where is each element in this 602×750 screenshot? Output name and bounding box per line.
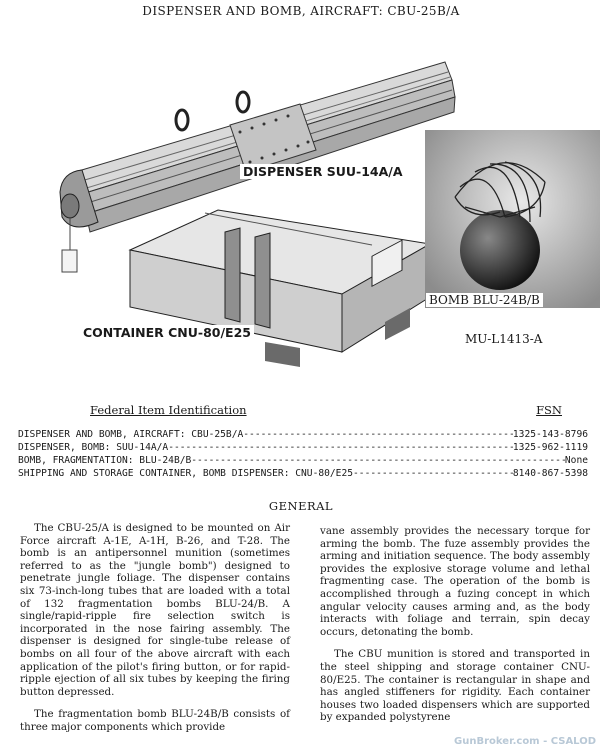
bomb-photo [425, 130, 600, 308]
item-row [18, 428, 588, 441]
item-fsn: 8140-867-5398 [512, 468, 588, 479]
fsn-header: FSN [536, 403, 562, 417]
item-row [18, 454, 588, 467]
ordnance-figure [0, 22, 602, 397]
item-name: BOMB, FRAGMENTATION: BLU-24B/B [18, 455, 192, 466]
photo-id-label: MU-L1413-A [462, 332, 545, 346]
leader-dots [191, 454, 565, 467]
general-paragraph: The CBU-25/A is designed to be mounted on Air Force aircraft A-1E, A-1H, B-26, and T-28. The bomb is an antipersonnel munition (sometimes referred to as the "jungle bomb") designed to penetrate jungle foliage. The dispenser contains six 73-inch-long tubes that are loaded with a total of 132 fragmentation bombs BLU-24/B. A single/rapid-ripple fire selection switch is incorporated in the nose fairing assembly. The dispenser is designed for single-tube release of bombs on all four of the above aircraft with each application of the pilot's firing button, or for rapid-ripple ejection of all six tubes by keeping the firing button depressed. [20, 522, 290, 698]
general-paragraph: The CBU munition is stored and transported in the steel shipping and storage container CNU-80/E25. The container is rectangular in shape and has angled stiffeners for rigidity. Each container houses two loaded dispensers which are supported by expanded polystyrene [320, 648, 590, 724]
container-label: CONTAINER CNU-80/E25 [80, 325, 254, 340]
item-fsn: 1325-143-8796 [512, 429, 588, 440]
general-right-column [320, 525, 590, 734]
leader-dots [168, 441, 513, 454]
general-paragraph: The fragmentation bomb BLU-24B/B consists of three major components which provide [20, 708, 290, 733]
item-identification-list [18, 428, 588, 480]
leader-dots [243, 428, 513, 441]
item-fsn: None [564, 455, 588, 466]
watermark: GunBroker.com - CSALOD [454, 736, 596, 747]
item-row [18, 467, 588, 480]
item-row [18, 441, 588, 454]
dispenser-label: DISPENSER SUU-14A/A [240, 164, 406, 179]
item-name: DISPENSER, BOMB: SUU-14A/A [18, 442, 169, 453]
general-heading: GENERAL [268, 499, 334, 513]
general-left-column [20, 522, 290, 744]
container-drawing [130, 210, 430, 367]
leader-dots [353, 467, 513, 480]
item-name: DISPENSER AND BOMB, AIRCRAFT: CBU-25B/A [18, 429, 244, 440]
item-fsn: 1325-962-1119 [512, 442, 588, 453]
item-name: SHIPPING AND STORAGE CONTAINER, BOMB DISPENSER: CNU-80/E25 [18, 468, 354, 479]
page-title: DISPENSER AND BOMB, AIRCRAFT: CBU-25B/A [142, 4, 460, 18]
general-paragraph: vane assembly provides the necessary torque for arming the bomb. The fuze assembly provides the arming and initiation sequence. The body assembly provides the explosive storage volume and lethal fragmenting case. The operation of the bomb is accomplished through a fuzing concept in which angular velocity causes arming and, as the body interacts with foliage and terrain, spin decay occurs, detonating the bomb. [320, 525, 590, 638]
bomb-label: BOMB BLU-24B/B [426, 293, 543, 307]
item-identification-header: Federal Item Identification [90, 403, 247, 417]
